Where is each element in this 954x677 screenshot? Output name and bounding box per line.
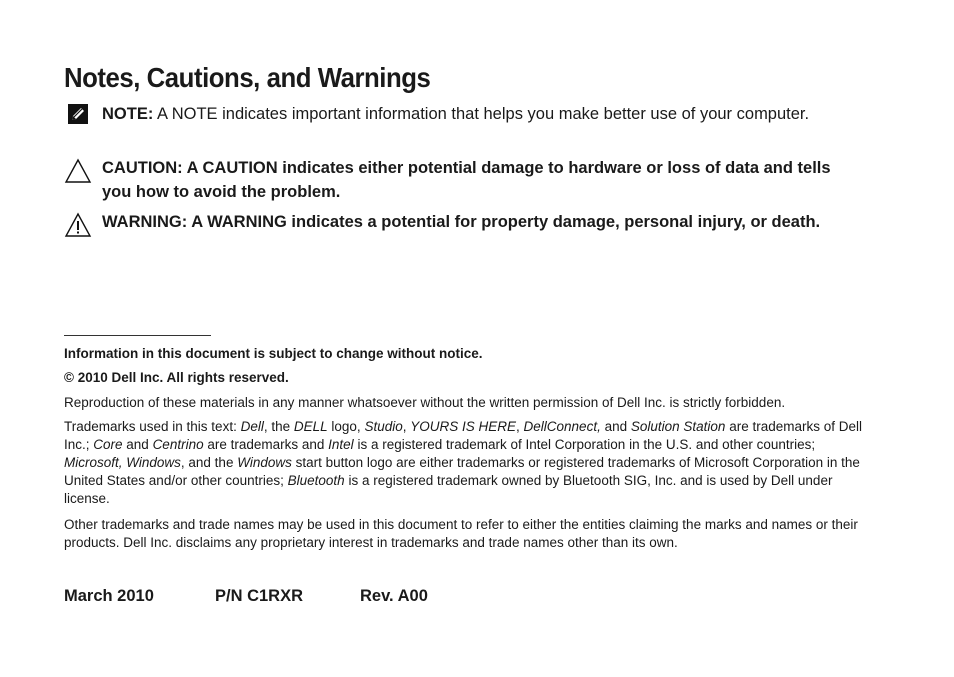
revision: Rev. A00 [360,587,428,605]
tm-dellconnect: DellConnect, [523,419,601,434]
tm-text: , [516,419,524,434]
tm-text: and [122,437,153,452]
tm-bluetooth: Bluetooth [287,473,345,488]
note-notice [102,102,862,126]
footnote-divider [64,335,211,336]
trademarks-paragraph [64,418,864,508]
other-trademarks-text: Other trademarks and trade names may be used in this document to refer to either the entities claiming the marks and names or their products. Dell Inc. disclaims any proprietary interest in trademarks and trade names other than its own. [64,517,858,550]
tm-text: , and the [180,455,238,470]
reproduction-text: Reproduction of these materials in any manner whatsoever without the written permission of Dell Inc. is strictly forbidden. [64,395,786,410]
warning-text: WARNING: A WARNING indicates a potential for property damage, personal injury, or death. [102,213,821,231]
warning-triangle-icon [68,212,92,245]
tm-dell: Dell [240,419,264,434]
tm-text: , [402,419,411,434]
tm-text: logo, [327,419,365,434]
warning-notice [102,210,862,234]
tm-centrino: Centrino [152,437,204,452]
publication-date: March 2010 [64,587,154,605]
caution-text: CAUTION: A CAUTION indicates either potential damage to hardware or loss of data and tells you how to avoid the problem. [102,159,831,201]
tm-text: start button logo are either trademarks or registered trademarks of Microsoft Corporation in the United States and/or other countries; [64,455,860,488]
tm-text: are trademarks of Dell Inc.; [64,419,862,452]
copyright-text: © 2010 Dell Inc. All rights reserved. [64,370,289,385]
tm-text: is a registered trademark of Intel Corporation in the U.S. and other countries; [353,437,816,452]
tm-core: Core [93,437,123,452]
tm-solution-station: Solution Station [630,419,726,434]
tm-studio: Studio [364,419,403,434]
caution-notice [102,156,862,204]
page-title: Notes, Cautions, and Warnings [64,62,431,93]
tm-text: are trademarks and [203,437,329,452]
tm-windows: Windows [237,455,292,470]
tm-microsoft-windows: Microsoft, Windows [64,455,181,470]
note-text: A NOTE indicates important information that helps you make better use of your computer. [153,105,810,123]
caution-triangle-icon [68,158,92,191]
note-label: NOTE: [102,105,154,123]
tm-dell-logo: DELL [293,419,328,434]
tm-yours-is-here: YOURS IS HERE [410,419,517,434]
tm-text: and [600,419,631,434]
note-pencil-icon [68,104,88,131]
part-number: P/N C1RXR [215,587,304,605]
tm-text: is a registered trademark owned by Bluetooth SIG, Inc. and is used by Dell under license. [64,473,833,506]
tm-text: Trademarks used in this text: [64,419,241,434]
tm-text: , the [263,419,294,434]
subject-to-change-text: Information in this document is subject to change without notice. [64,346,483,361]
tm-intel: Intel [328,437,354,452]
